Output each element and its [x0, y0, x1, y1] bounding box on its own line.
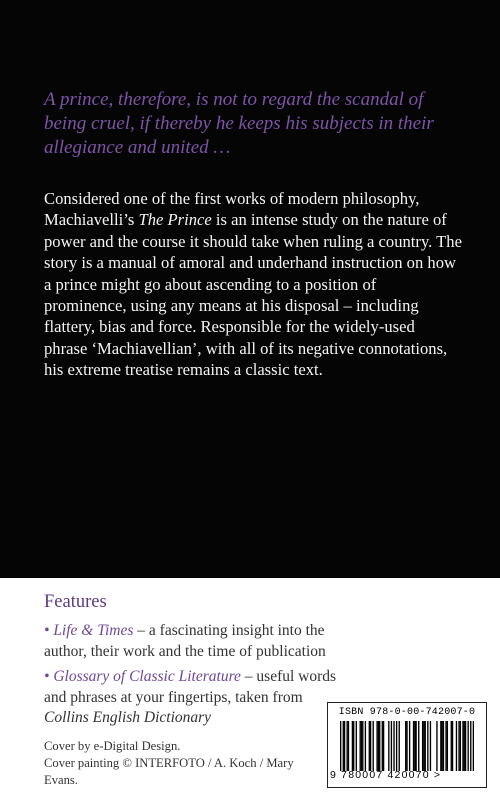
- barcode-bar: [361, 721, 362, 771]
- bullet-icon: •: [44, 668, 50, 685]
- barcode-bars: [340, 721, 474, 771]
- barcode-bar: [462, 721, 463, 771]
- barcode-bar: [393, 721, 394, 771]
- barcode-bar: [436, 721, 437, 771]
- features-heading: Features: [44, 592, 107, 612]
- barcode-bar: [464, 721, 465, 771]
- barcode-bar: [458, 721, 459, 771]
- credit-painting: Cover painting © INTERFOTO / A. Koch / Mary Evans.: [44, 756, 294, 787]
- barcode-bar: [362, 721, 363, 771]
- barcode-bar: [467, 721, 468, 771]
- barcode-bar: [415, 721, 416, 771]
- barcode-bar: [440, 721, 441, 771]
- barcode-bar: [422, 721, 423, 771]
- barcode-bar: [413, 721, 414, 771]
- barcode-bar: [396, 721, 397, 771]
- isbn-label: ISBN 978-0-00-742007-0: [338, 707, 476, 718]
- barcode-bar: [445, 721, 446, 771]
- barcode-bar: [425, 721, 426, 771]
- book-description: [44, 188, 462, 381]
- bullet-icon: •: [44, 622, 50, 639]
- barcode-bar: [369, 721, 370, 771]
- barcode-bar: [414, 721, 415, 771]
- barcode-bar: [376, 721, 377, 771]
- feature-name: Life & Times: [53, 622, 134, 639]
- feature-text: – useful words and phrases at your fingertips, taken from: [44, 668, 337, 706]
- barcode-bar: [418, 721, 419, 771]
- pull-quote: A prince, therefore, is not to regard the scandal of being cruel, if thereby he keeps his subjects in their allegiance and united …: [44, 89, 434, 158]
- barcode-bar: [447, 721, 448, 771]
- barcode-bar: [456, 721, 457, 771]
- description-text-1: Considered one of the first works of modern philosophy, Machiavelli’s: [44, 189, 420, 230]
- description-text-2: is an intense study on the nature of power and the course it should take when ruling a country. The story is a manual of amoral and underhand instruction on how a prince might go about ascending to a position of prominence, using any means at his disposal – including flattery, bias and force. Responsible for the widely-used phrase ‘Machiavellian’, with all of its negative connotations, his extreme treatise remains a classic text.: [44, 210, 462, 380]
- barcode-bar: [353, 721, 354, 771]
- barcode-bar: [388, 721, 389, 771]
- barcode-bar: [344, 721, 345, 771]
- barcode-bar: [373, 721, 374, 771]
- book-title: The Prince: [138, 210, 212, 230]
- barcode-bar: [427, 721, 428, 771]
- feature-item-glossary: [44, 667, 344, 729]
- barcode-bar: [365, 721, 366, 771]
- barcode-bar: [391, 721, 392, 771]
- barcode-bar: [473, 721, 474, 771]
- barcode-bar: [356, 721, 357, 771]
- barcode-bar: [382, 721, 383, 771]
- cover-credits: [44, 738, 314, 789]
- barcode-bar: [443, 721, 444, 771]
- barcode-bar: [340, 721, 341, 771]
- barcode-bar: [378, 721, 379, 771]
- barcode-bar: [441, 721, 442, 771]
- barcode-bar: [383, 721, 384, 771]
- barcode-bar: [470, 721, 471, 771]
- barcode-bar: [465, 721, 466, 771]
- barcode-bar: [405, 721, 406, 771]
- barcode-bar: [430, 721, 431, 771]
- barcode-digits: 9 780007 420070 >: [330, 769, 442, 781]
- barcode-bar: [406, 721, 407, 771]
- barcode-bar: [379, 721, 380, 771]
- isbn-barcode: [327, 702, 487, 788]
- barcode-bar: [451, 721, 452, 771]
- feature-item-life-times: [44, 621, 344, 662]
- feature-name: Glossary of Classic Literature: [53, 668, 241, 685]
- feature-text: – a fascinating insight into the author, their work and the time of publication: [44, 622, 326, 660]
- feature-source: Collins English Dictionary: [44, 709, 212, 726]
- barcode-bar: [360, 721, 361, 771]
- barcode-bar: [343, 721, 344, 771]
- barcode-bar: [348, 721, 349, 771]
- credit-design: Cover by e-Digital Design.: [44, 739, 181, 753]
- barcode-bar: [370, 721, 371, 771]
- barcode-bar: [460, 721, 461, 771]
- barcode-bar: [399, 721, 400, 771]
- barcode-bar: [409, 721, 410, 771]
- barcode-bar: [452, 721, 453, 771]
- barcode-bar: [423, 721, 424, 771]
- barcode-bar: [352, 721, 353, 771]
- barcode-bar: [347, 721, 348, 771]
